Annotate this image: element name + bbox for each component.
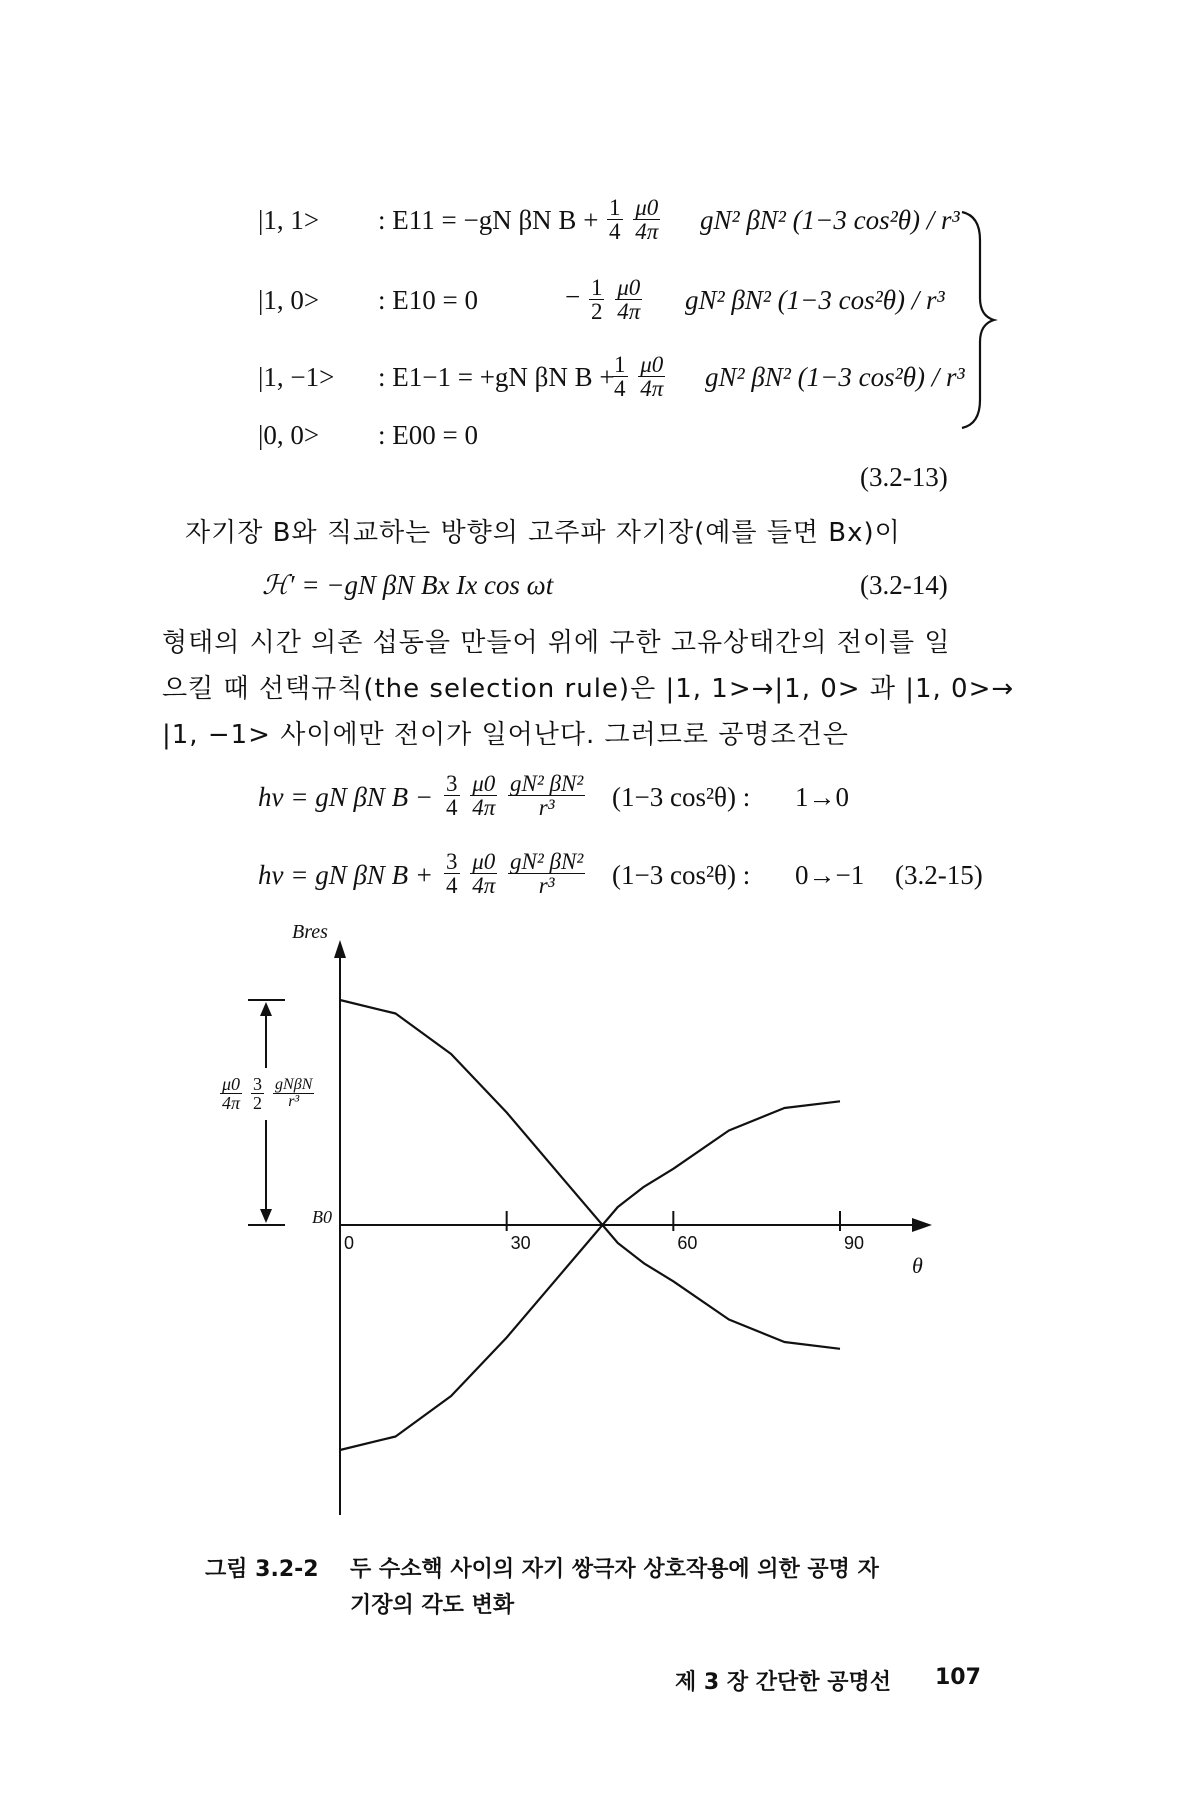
- x-tick-label: 0: [344, 1233, 355, 1253]
- paragraph-line: |1, −1> 사이에만 전이가 일어난다. 그러므로 공명조건은: [162, 720, 849, 750]
- page-number: 107: [935, 1665, 981, 1690]
- ket-1-1: |1, 1>: [258, 205, 320, 235]
- x-axis-arrow: [912, 1218, 932, 1232]
- dimension-arrowhead-down: [260, 1209, 272, 1223]
- eq-e1m1-coef: $\frac{1}{4}$ $\frac{\mu 0}{4\pi}$: [614, 352, 664, 401]
- series-line-1: [340, 1000, 840, 1349]
- eq-e10-coef: − $\frac{1}{2}$ $\frac{\mu 0}{4\pi}$: [565, 275, 641, 324]
- eq-e1m1-lhs: : E1−1 = +gN βN B +: [378, 362, 615, 392]
- paragraph-line: 으킬 때 선택규칙(the selection rule)은 |1, 1>→|1, 0> 과 |1, 0>→: [162, 674, 1015, 704]
- dimension-label: $\frac{\mu 0}{4\pi}$ $\frac{3}{2}$ $\frac{\text{gNβN}}{\text{r³}}$: [222, 1074, 313, 1113]
- x-axis-label: θ: [912, 1253, 923, 1278]
- x-tick-label: 60: [677, 1233, 698, 1253]
- y-axis-label: Bres: [292, 921, 328, 943]
- paragraph-line: 자기장 B와 직교하는 방향의 고주파 자기장(예를 들면 Bx)이: [185, 518, 901, 548]
- equation-number-3-2-13: (3.2-13): [860, 462, 948, 492]
- x-tick-label: 90: [844, 1233, 865, 1253]
- series-line-2: [340, 1101, 840, 1450]
- eq-315-line1-transition: 1→0: [795, 782, 849, 812]
- running-footer-chapter: 제 3 장 간단한 공명선: [675, 1670, 891, 1695]
- equation-number-3-2-15: (3.2-15): [895, 860, 983, 890]
- eq-e10-tail: gN² βN² (1−3 cos²θ) / r³: [685, 285, 945, 315]
- eq-315-line1-fracs: $\frac{3}{4}$ $\frac{\mu 0}{4\pi}$ $\frac{\text{gN² βN²}}{\text{r³}}$: [446, 771, 584, 820]
- eq-315-line2-transition: 0→−1: [795, 860, 865, 890]
- eq-e11-tail: gN² βN² (1−3 cos²θ) / r³: [700, 205, 960, 235]
- eq-315-line1-lhs: hν = gN βN B −: [258, 782, 434, 812]
- eq-e11-coef: $\frac{1}{4}$ $\frac{\mu 0}{4\pi}$: [609, 195, 659, 244]
- figure-caption-label: 그림 3.2-2: [205, 1557, 319, 1582]
- ket-1-0: |1, 0>: [258, 285, 320, 315]
- eq-e11-lhs: : E11 = −gN βN B +: [378, 205, 599, 235]
- figure-caption-line1: 두 수소핵 사이의 자기 쌍극자 상호작용에 의한 공명 자: [350, 1557, 879, 1582]
- ket-1-m1: |1, −1>: [258, 362, 335, 392]
- figure-caption-line2: 기장의 각도 변화: [350, 1593, 515, 1618]
- eq-315-line2-tail: (1−3 cos²θ) :: [612, 860, 751, 890]
- paragraph-line: 형태의 시간 의존 섭동을 만들어 위에 구한 고유상태간의 전이를 일: [162, 628, 951, 658]
- eq-e1m1-tail: gN² βN² (1−3 cos²θ) / r³: [705, 362, 965, 392]
- ket-0-0: |0, 0>: [258, 420, 320, 450]
- eq-315-line2-fracs: $\frac{3}{4}$ $\frac{\mu 0}{4\pi}$ $\frac{\text{gN² βN²}}{\text{r³}}$: [446, 849, 584, 898]
- dimension-arrowhead-up: [260, 1002, 272, 1016]
- eq-315-line2-lhs: hν = gN βN B +: [258, 860, 434, 890]
- eq-315-line1-tail: (1−3 cos²θ) :: [612, 782, 751, 812]
- eq-e10-lhs: : E10 = 0: [378, 285, 478, 315]
- eq-e00-lhs: : E00 = 0: [378, 420, 478, 450]
- y-axis-arrow: [334, 940, 346, 958]
- x-tick-label: 30: [510, 1233, 531, 1253]
- equation-3-2-14: ℋ′ = −gN βN Bx Ix cos ωt: [262, 570, 554, 600]
- origin-label: B0: [312, 1207, 332, 1227]
- equation-number-3-2-14: (3.2-14): [860, 570, 948, 600]
